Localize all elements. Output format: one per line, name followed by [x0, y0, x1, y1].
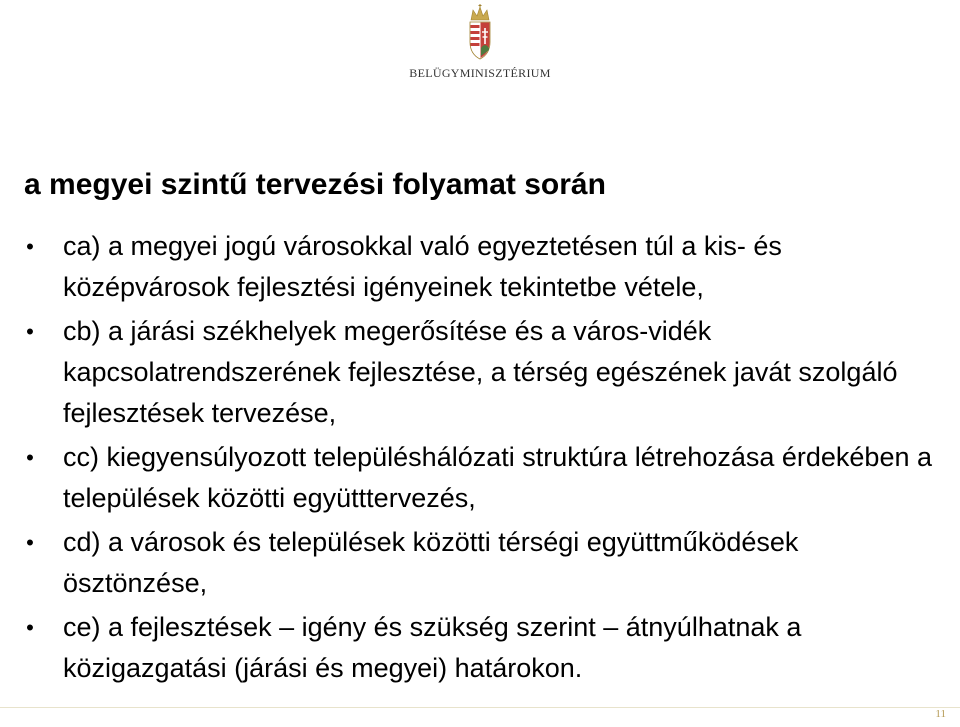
bullet-item	[24, 607, 944, 689]
ministry-name: BELÜGYMINISZTÉRIUM	[409, 66, 551, 80]
bullet-list	[24, 226, 944, 692]
bullet-text: ce) a fejlesztések – igény és szükség szerint – átnyúlhatnak a közigazgatási (járási és megyei) határokon.	[63, 612, 802, 683]
bullet-item	[24, 522, 944, 604]
bullet-icon: •	[26, 615, 34, 640]
bullet-text: ca) a megyei jogú városokkal való egyeztetésen túl a kis- és középvárosok fejlesztési igényeinek tekintetbe vétele,	[63, 231, 782, 302]
bullet-icon: •	[26, 530, 34, 555]
bullet-icon: •	[26, 445, 34, 470]
hungarian-coat-of-arms-icon	[465, 4, 495, 64]
bullet-text: cc) kiegyensúlyozott településhálózati struktúra létrehozása érdekében a települések közötti együtttervezés,	[63, 442, 932, 513]
slide-heading: a megyei szintű tervezési folyamat során	[24, 168, 606, 201]
bullet-text: cb) a járási székhelyek megerősítése és a város-vidék kapcsolatrendszerének fejlesztése, a térség egészének javát szolgáló fejlesztések tervezése,	[63, 316, 898, 428]
bullet-text: cd) a városok és települések közötti térségi együttműködések ösztönzése,	[63, 527, 799, 598]
bullet-item	[24, 311, 944, 434]
bullet-item	[24, 437, 944, 519]
bullet-icon: •	[26, 234, 34, 259]
ministry-logo	[0, 0, 960, 90]
page-number: 11	[935, 708, 946, 720]
bullet-icon: •	[26, 319, 34, 344]
bullet-item	[24, 226, 944, 308]
footer-divider	[0, 707, 960, 708]
